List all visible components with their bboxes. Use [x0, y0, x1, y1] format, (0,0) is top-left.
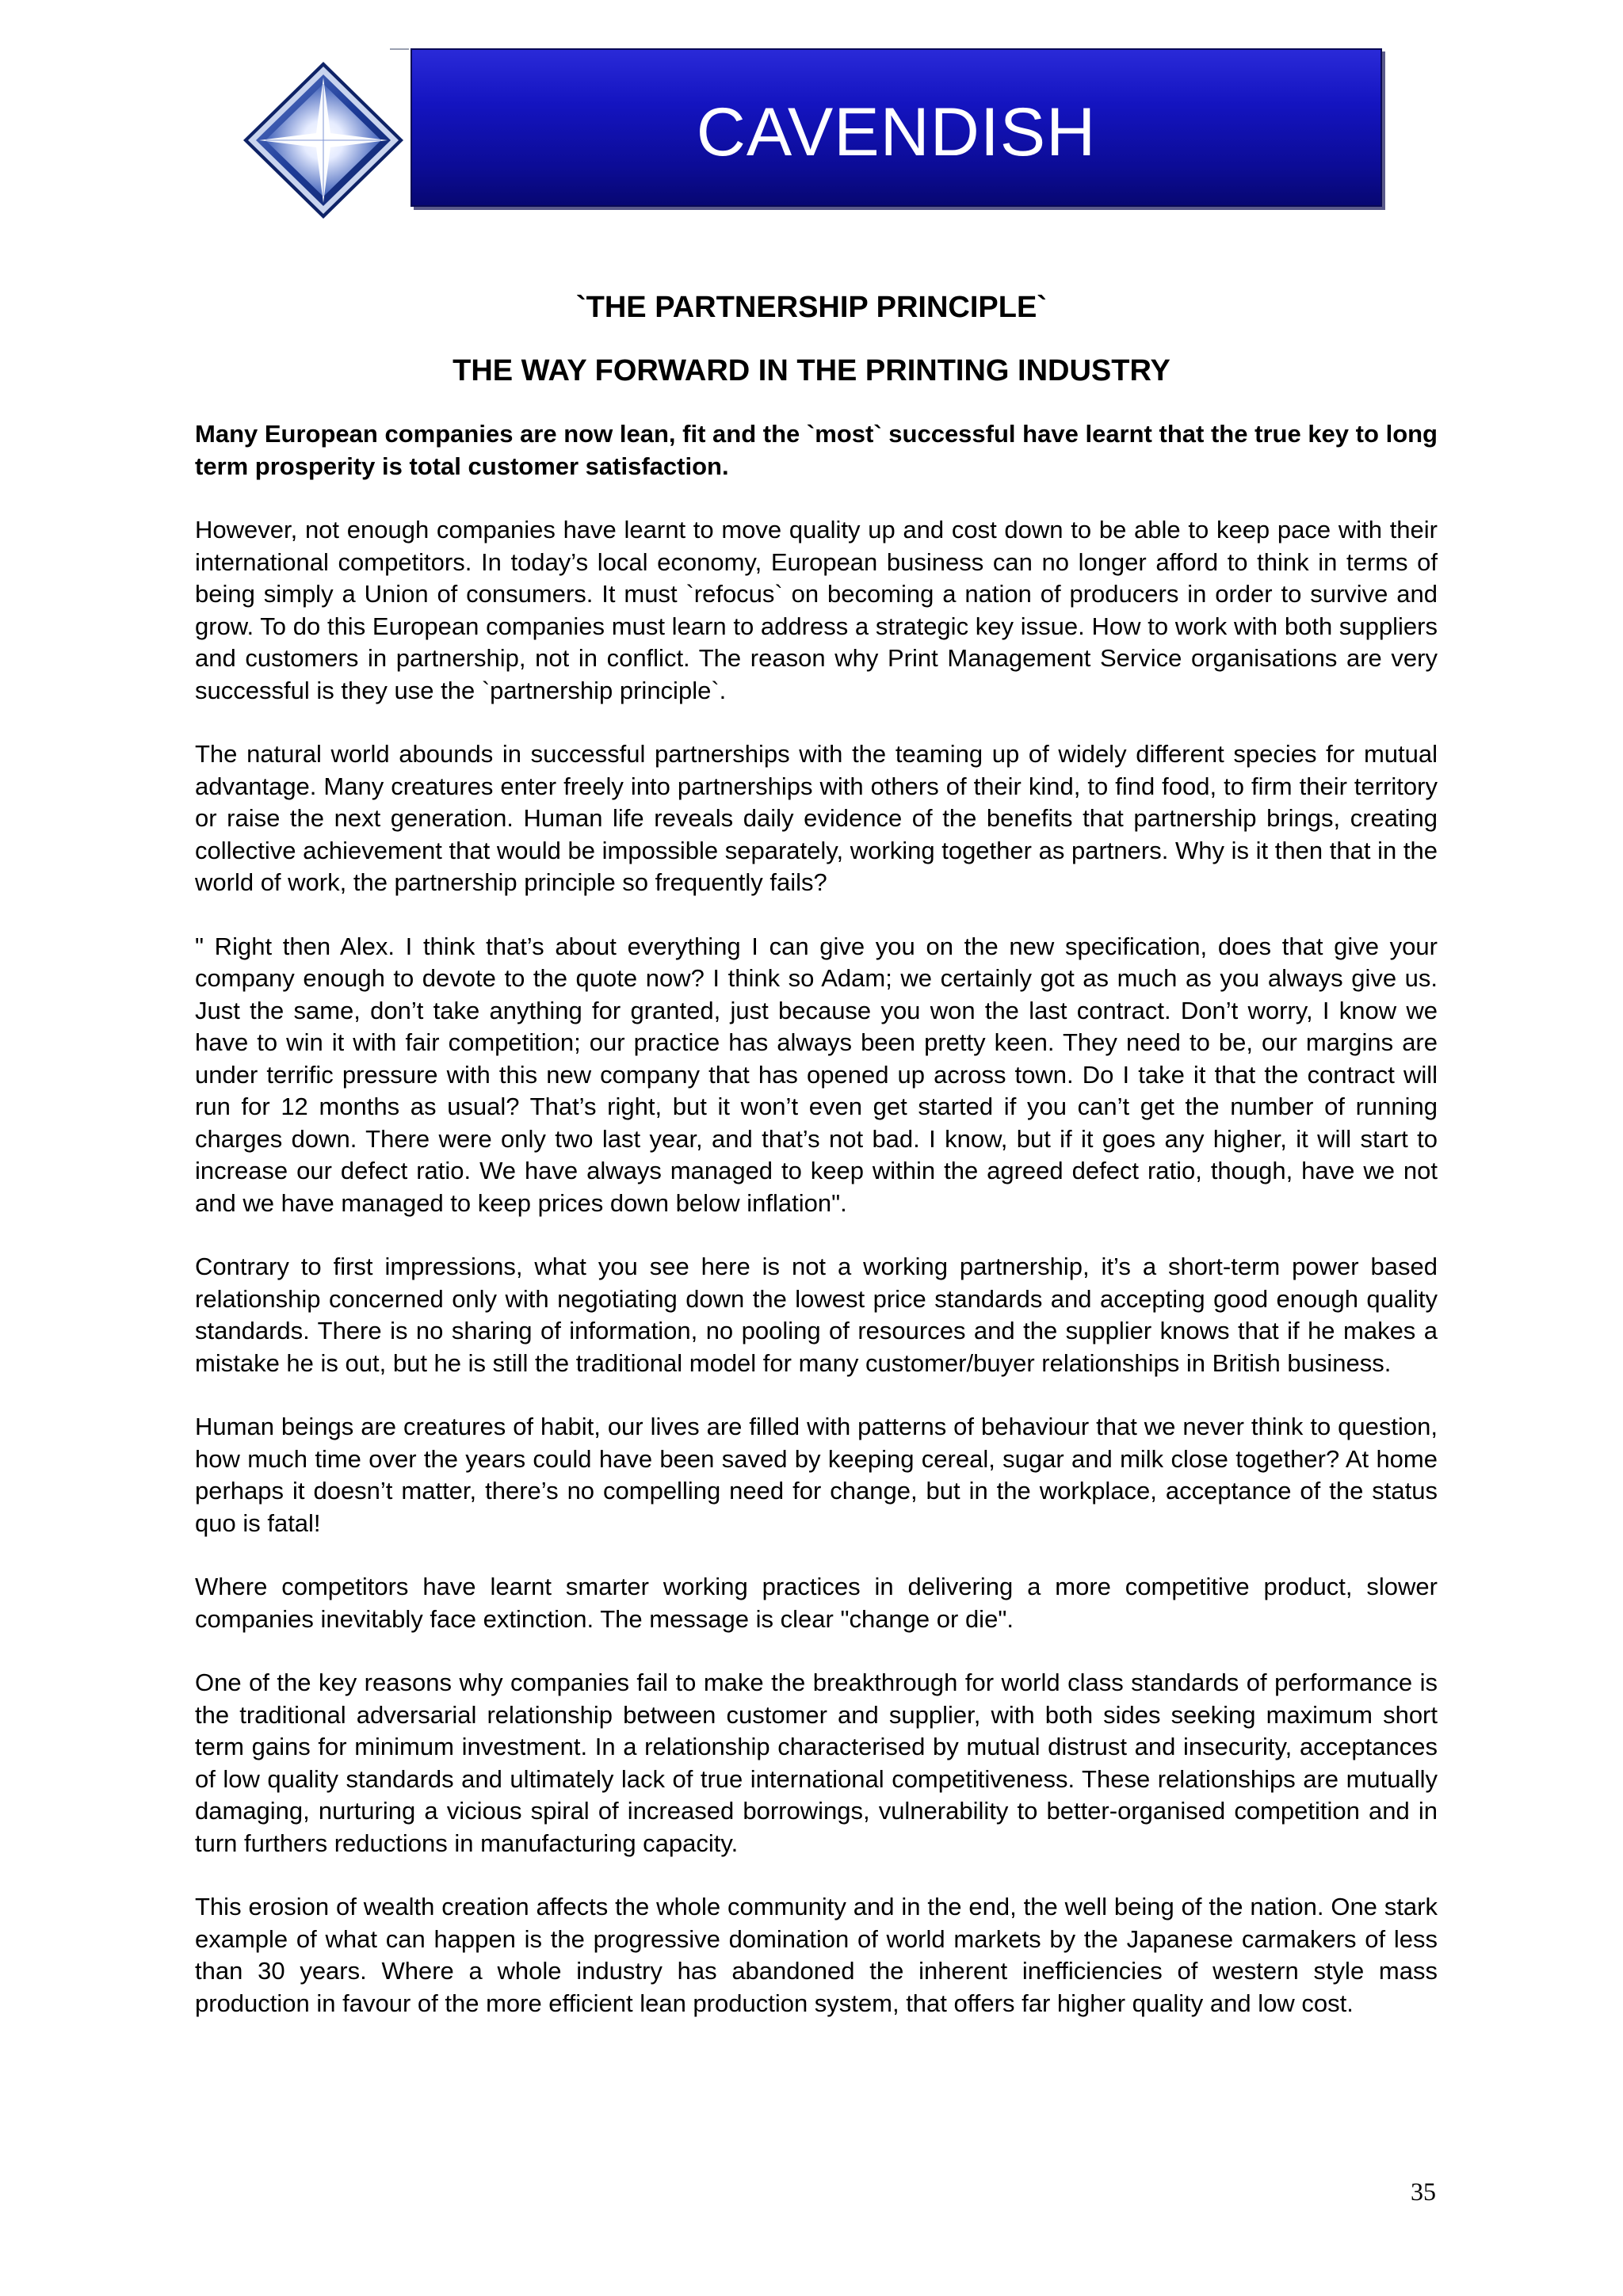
article-body	[195, 418, 1438, 2051]
body-paragraph: Where competitors have learnt smarter working practices in delivering a more competitive product, slower companies inevitably face extinction. The message is clear "change or die".	[195, 1573, 1438, 1633]
body-paragraph: Human beings are creatures of habit, our lives are filled with patterns of behaviour that we never think to question, how much time over the years could have been saved by keeping cereal, sugar and milk close together? At home perhaps it doesn’t matter, there’s no compelling need for change, but in the workplace, acceptance of the status quo is fatal!	[195, 1413, 1438, 1537]
diamond-star-icon	[242, 60, 405, 220]
brand-name: CAVENDISH	[696, 94, 1097, 170]
header-rule	[390, 48, 409, 50]
lead-paragraph: Many European companies are now lean, fit and the `most` successful have learnt that the true key to long term prosperity is total customer satisfaction.	[195, 420, 1438, 480]
body-paragraph: This erosion of wealth creation affects the whole community and in the end, the well being of the nation. One stark example of what can happen is the progressive domination of world markets by the Japanese carmakers of less than 30 years. Where a whole industry has abandoned the inherent inefficiencies of western style mass production in favour of the more efficient lean production system, that offers far higher quality and low cost.	[195, 1893, 1438, 2017]
body-paragraph: " Right then Alex. I think that’s about everything I can give you on the new specification, does that give your company enough to devote to the quote now? I think so Adam; we certainly got as much as you always give us. Just the same, don’t take anything for granted, just because you won the last contract. Don’t worry, I know we have to win it with fair competition; our practice has always been pretty keen. They need to be, our margins are under terrific pressure with this new company that has opened up across town. Do I take it that the contract will run for 12 months as usual? That’s right, but it won’t even get started if you can’t get the number of running charges down. There were only two last year, and that’s not bad. I know, but if it goes any higher, it will start to increase our defect ratio. We have always managed to keep within the agreed defect ratio, though, have we not and we have managed to keep prices down below inflation".	[195, 932, 1438, 1217]
body-paragraph: The natural world abounds in successful partnerships with the teaming up of widely different species for mutual advantage. Many creatures enter freely into partnerships with others of their kind, to find food, to firm their territory or raise the next generation. Human life reveals daily evidence of the benefits that partnership brings, creating collective achievement that would be impossible separately, working together as partners. Why is it then that in the world of work, the partnership principle so frequently fails?	[195, 740, 1438, 896]
document-title: `THE PARTNERSHIP PRINCIPLE`	[576, 291, 1047, 324]
body-paragraph: However, not enough companies have learnt to move quality up and cost down to be able to keep pace with their international competitors. In today’s local economy, European business can no longer afford to think in terms of being simply a Union of consumers. It must `refocus` on becoming a nation of producers in order to survive and grow. To do this European companies must learn to address a strategic key issue. How to work with both suppliers and customers in partnership, not in conflict. The reason why Print Management Service organisations are very successful is they use the `partnership principle`.	[195, 516, 1438, 704]
document-subtitle: THE WAY FORWARD IN THE PRINTING INDUSTRY	[453, 354, 1170, 387]
brand-banner	[411, 48, 1382, 207]
body-paragraph: Contrary to first impressions, what you see here is not a working partnership, it’s a short-term power based relationship concerned only with negotiating down the lowest price standards and accepting good enough quality standards. There is no sharing of information, no pooling of resources and the supplier knows that if he makes a mistake he is out, but he is still the traditional model for many customer/buyer relationships in British business.	[195, 1253, 1438, 1377]
page-number: 35	[1411, 2177, 1436, 2206]
body-paragraph: One of the key reasons why companies fail to make the breakthrough for world class standards of performance is the traditional adversarial relationship between customer and supplier, with both sides seeking maximum short term gains for minimum investment. In a relationship characterised by mutual distrust and insecurity, acceptances of low quality standards and ultimately lack of true international competitiveness. These relationships are mutually damaging, nurturing a vicious spiral of increased borrowings, vulnerability to better-organised competition and in turn furthers reductions in manufacturing capacity.	[195, 1669, 1438, 1857]
